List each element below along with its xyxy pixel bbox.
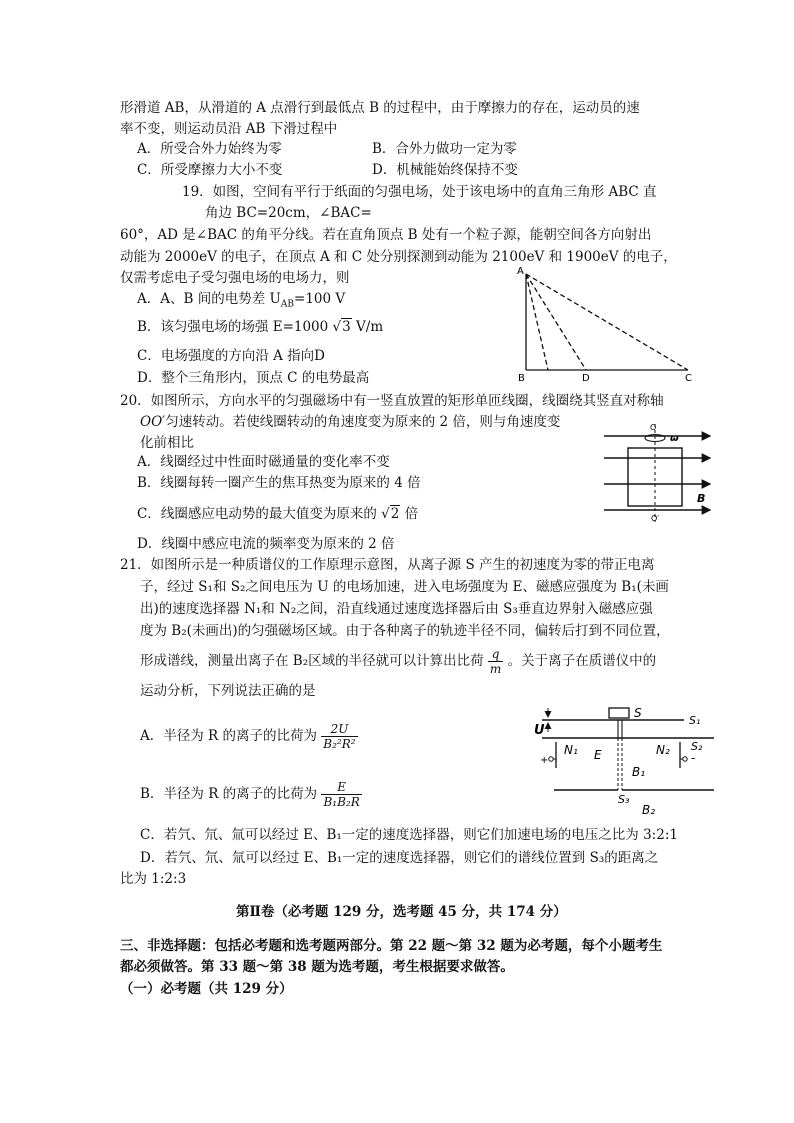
axis-o-prime-label: O′ (651, 514, 660, 523)
q18-option-a: A．所受合外力始终为零 (137, 141, 282, 157)
q21-text-line1: 21．如图所示是一种质谱仪的工作原理示意图，从离子源 S 产生的初速度为零的带正电离 (120, 557, 655, 573)
voltage-u-label: U (534, 723, 545, 738)
field-b1-label: B₁ (632, 765, 646, 779)
q19-text-line5: 仅需考虑电子受匀强电场的电场力，则 (120, 270, 350, 286)
section2-instructions-line2: 都必须做答。第 33 题～第 38 题为选考题，考生根据要求做答。 (120, 959, 514, 975)
q21-option-d-line1: D．若氕、氘、氚可以经过 E、B₁一定的速度选择器，则它们的谱线位置到 S₃的距离之 (140, 850, 659, 866)
q18-text-line1: 形滑道 AB，从滑道的 A 点滑行到最低点 B 的过程中，由于摩擦力的存在，运动员的速 (120, 100, 640, 116)
plate-n2-label: N₂ (656, 743, 670, 757)
source-s-label: S (634, 706, 642, 720)
slit-s2-label: S₂ (691, 740, 703, 753)
q19-text-line1: 19．如图，空间有平行于纸面的匀强电场，处于该电场中的直角三角形 ABC 直 (182, 184, 657, 200)
section2-instructions-line1: 三、非选择题：包括必考题和选考题两部分。第 22 题～第 32 题为必考题，每个小题考生 (120, 938, 663, 954)
q19-text-line3: 60°，AD 是∠BAC 的角平分线。若在直角顶点 B 处有一个粒子源，能朝空间各方向射出 (120, 227, 652, 243)
q19-option-a: A．A、B 间的电势差 $U_{AB}=100$ V (137, 291, 346, 310)
q20-option-b: B．线圈每转一圈产生的焦耳热变为原来的 4 倍 (137, 475, 421, 491)
q20-option-a: A．线圈经过中性面时磁通量的变化率不变 (137, 454, 390, 470)
q21-option-a: A．半径为 R 的离子的比荷为 $\frac{2U}{\text{B₂²R²}}$ (140, 722, 356, 751)
point-d-label: D (582, 373, 590, 384)
q21-text-line6: 运动分析，下列说法正确的是 (140, 683, 316, 699)
plate-n1-label: N₁ (564, 743, 578, 757)
minus-terminal-label: - (691, 751, 696, 765)
slit-s3-label: S₃ (618, 793, 630, 806)
q21-option-d-line2: 比为 1:2:3 (120, 871, 187, 887)
q19-option-c: C．电场强度的方向沿 A 指向D (137, 348, 325, 364)
section2-subheading: （一）必考题（共 129 分） (120, 981, 293, 997)
vertex-a-label: A (517, 266, 524, 277)
q21-text-line5: 形成谱线，测量出离子在 B₂区域的半径就可以计算出比荷 $\frac{q}{m}$ 。关于离子在质谱仪中的 (140, 647, 657, 676)
field-b2-label: B₂ (642, 803, 656, 817)
slit-s1-label: S₁ (689, 714, 701, 727)
axis-o-label: O (650, 423, 657, 432)
field-b-label: B (697, 492, 706, 505)
q19-option-d: D．整个三角形内，顶点 C 的电势最高 (137, 370, 370, 386)
omega-label: ω (670, 433, 679, 444)
q21-text-line2: 子，经过 S₁和 S₂之间电压为 U 的电场加速，进入电场强度为 E、磁感应强度为 B₁(未画 (140, 579, 669, 595)
vertex-b-label: B (518, 373, 525, 384)
q21-option-b: B．半径为 R 的离子的比荷为 $\frac{E}{\text{B₁B₂R}}$ (140, 780, 360, 809)
q20-text-line2: OO′匀速转动。若使线圈转动的角速度变为原来的 2 倍，则与角速度变 (140, 414, 561, 430)
mass-spectrometer-figure (534, 702, 718, 818)
q21-text-line4: 度为 B₂(未画出)的匀强磁场区域。由于各种离子的轨迹半径不同，偏转后打到不同位置， (140, 623, 670, 639)
q18-option-c: C．所受摩擦力大小不变 (137, 162, 283, 178)
vertex-c-label: C (685, 373, 692, 384)
q19-option-b: B．该匀强电场的场强 E=1000 √3 V/m (137, 319, 384, 335)
q19-text-line2: 角边 BC=20cm，∠BAC= (205, 205, 372, 221)
section2-heading: 第Ⅱ卷（必考题 129 分，选考题 45 分，共 174 分） (236, 904, 567, 920)
q18-option-b: B．合外力做功一定为零 (372, 141, 517, 157)
coil-magnetic-field-figure (600, 422, 718, 530)
plus-terminal-label: + (540, 755, 549, 766)
q20-option-d: D．线圈中感应电流的频率变为原来的 2 倍 (137, 536, 395, 552)
q20-text-line3: 化前相比 (140, 435, 194, 451)
q18-text-line2: 率不变，则运动员沿 AB 下滑过程中 (120, 121, 338, 137)
field-e-label: E (594, 748, 602, 762)
q21-option-c: C．若氕、氘、氚可以经过 E、B₁一定的速度选择器，则它们加速电场的电压之比为 3:2:1 (140, 827, 678, 843)
triangle-abc-figure (512, 262, 702, 387)
q20-option-c: C．线圈感应电动势的最大值变为原来的 √2 倍 (137, 506, 419, 522)
q20-text-line1: 20．如图所示，方向水平的匀强磁场中有一竖直放置的矩形单匝线圈，线圈绕其竖直对称轴 (120, 393, 664, 409)
q18-option-d: D．机械能始终保持不变 (372, 162, 518, 178)
q21-text-line3: 出)的速度选择器 N₁和 N₂之间，沿直线通过速度选择器后由 S₃垂直边界射入磁感应强 (140, 601, 653, 617)
q19-text-line4: 动能为 2000eV 的电子，在顶点 A 和 C 处分别探测到动能为 2100eV 和 1900eV 的电子， (120, 249, 677, 265)
